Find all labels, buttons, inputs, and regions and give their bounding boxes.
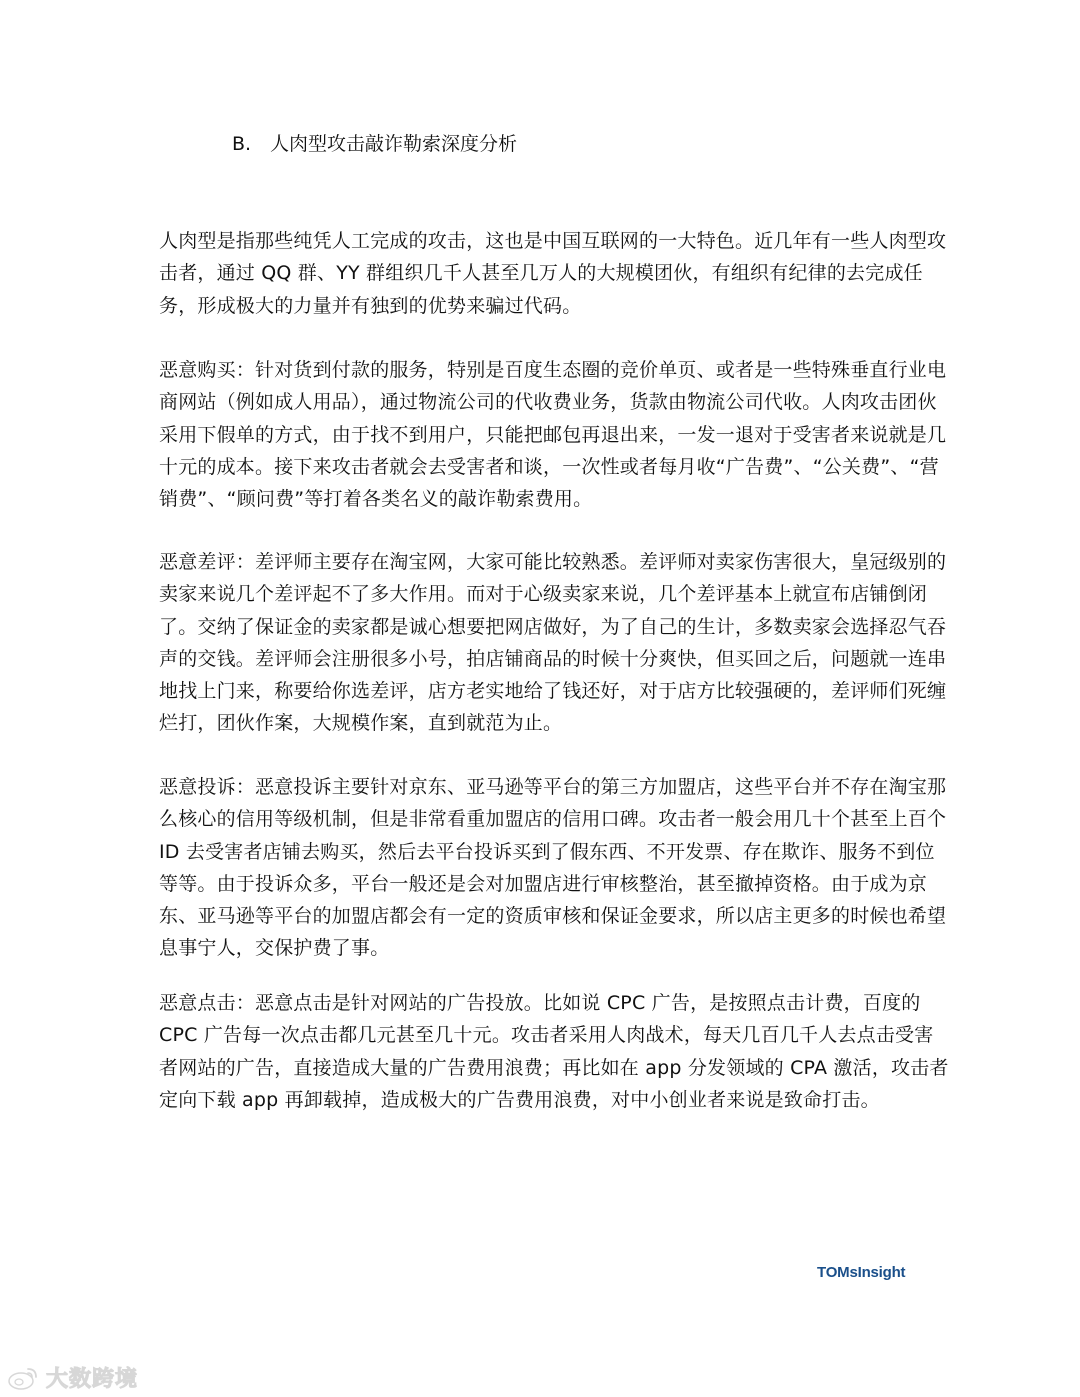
paragraph-line: 恶意点击：恶意点击是针对网站的广告投放。比如说 CPC 广告，是按照点击计费，百度的 bbox=[159, 992, 921, 1014]
paragraph-malicious-click bbox=[159, 987, 949, 1116]
paragraph-malicious-purchase bbox=[159, 354, 947, 515]
paragraph-line: 定向下载 app 再卸载掉，造成极大的广告费用浪费，对中小创业者来说是致命打击。 bbox=[159, 1088, 880, 1111]
paragraph-line: 烂打，团伙作案，大规模作案，直到就范为止。 bbox=[159, 712, 563, 735]
paragraph-line: 了。交纳了保证金的卖家都是诚心想要把网店做好，为了自己的生计，多数卖家会选择忍气吞 bbox=[159, 615, 947, 638]
watermark-text: 大数跨境 bbox=[46, 1367, 139, 1392]
paragraph-line: 声的交钱。差评师会注册很多小号，拍店铺商品的时候十分爽快，但买回之后，问题就一连串 bbox=[159, 647, 947, 670]
weibo-logo-icon bbox=[6, 1365, 40, 1391]
section-title: 人肉型攻击敲诈勒索深度分析 bbox=[270, 133, 518, 155]
section-number: B. bbox=[232, 133, 252, 155]
paragraph-intro bbox=[159, 225, 947, 322]
brand-logo-text: TOMsInsight bbox=[817, 1264, 906, 1281]
paragraph-malicious-complaint bbox=[159, 771, 947, 965]
paragraph-line: 者网站的广告，直接造成大量的广告费用浪费；再比如在 app 分发领域的 CPA 激活，攻击者 bbox=[159, 1056, 949, 1079]
paragraph-line: CPC 广告每一次点击都几元甚至几十元。攻击者采用人肉战术，每天几百几千人去点击受害 bbox=[159, 1024, 934, 1047]
watermark bbox=[6, 1362, 138, 1393]
paragraph-malicious-review bbox=[159, 546, 947, 740]
paragraph-line: 等等。由于投诉众多，平台一般还是会对加盟店进行审核整治，甚至撤掉资格。由于成为京 bbox=[159, 872, 928, 895]
paragraph-line: 地找上门来，称要给你选差评，店方老实地给了钱还好，对于店方比较强硬的，差评师们死缠 bbox=[159, 680, 947, 703]
paragraph-line: 销费”、“顾问费”等打着各类名义的敲诈勒索费用。 bbox=[159, 488, 593, 511]
paragraph-line: 东、亚马逊等平台的加盟店都会有一定的资质审核和保证金要求，所以店主更多的时候也希望 bbox=[159, 905, 947, 928]
paragraph-line: 恶意购买：针对货到付款的服务，特别是百度生态圈的竞价单页、或者是一些特殊垂直行业电 bbox=[159, 359, 947, 381]
paragraph-line: 人肉型是指那些纯凭人工完成的攻击，这也是中国互联网的一大特色。近几年有一些人肉型攻 bbox=[159, 230, 947, 252]
section-heading bbox=[232, 128, 517, 160]
paragraph-line: 卖家来说几个差评起不了多大作用。而对于心级卖家来说，几个差评基本上就宣布店铺倒闭 bbox=[159, 583, 928, 606]
paragraph-line: 么核心的信用等级机制，但是非常看重加盟店的信用口碑。攻击者一般会用几十个甚至上百个 bbox=[159, 808, 947, 831]
paragraph-line: 息事宁人，交保护费了事。 bbox=[159, 937, 390, 960]
paragraph-line: 商网站（例如成人用品），通过物流公司的代收费业务，货款由物流公司代收。人肉攻击团伙 bbox=[159, 391, 937, 414]
paragraph-line: 恶意差评：差评师主要存在淘宝网，大家可能比较熟悉。差评师对卖家伤害很大，皇冠级别的 bbox=[159, 551, 947, 573]
paragraph-line: 击者，通过 QQ 群、YY 群组织几千人甚至几万人的大规模团伙，有组织有纪律的去完成任 bbox=[159, 262, 923, 285]
paragraph-line: 十元的成本。接下来攻击者就会去受害者和谈，一次性或者每月收“广告费”、“公关费”、“营 bbox=[159, 455, 939, 478]
paragraph-line: 采用下假单的方式，由于找不到用户，只能把邮包再退出来，一发一退对于受害者来说就是几 bbox=[159, 423, 947, 446]
paragraph-line: 务，形成极大的力量并有独到的优势来骗过代码。 bbox=[159, 294, 582, 317]
paragraph-line: 恶意投诉：恶意投诉主要针对京东、亚马逊等平台的第三方加盟店，这些平台并不存在淘宝那 bbox=[159, 776, 947, 798]
paragraph-line: ID 去受害者店铺去购买，然后去平台投诉买到了假东西、不开发票、存在欺诈、服务不到位 bbox=[159, 840, 935, 863]
